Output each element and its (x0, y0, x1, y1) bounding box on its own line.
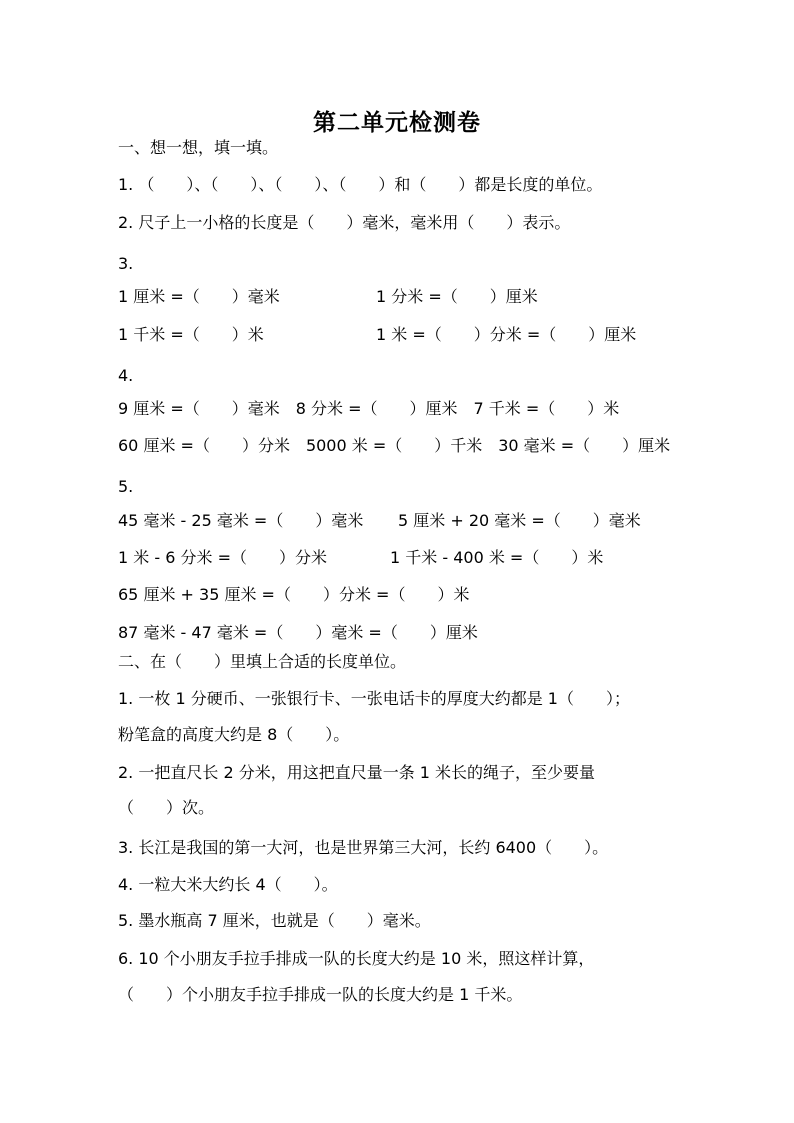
question-2-6-line2: （ ）个小朋友手拉手排成一队的长度大约是 1 千米。 (118, 985, 523, 1004)
page-title: 第二单元检测卷 (313, 110, 481, 136)
question-1-4-label: 4. (118, 366, 134, 385)
section-2-heading: 二、在（ ）里填上合适的长度单位。 (118, 652, 407, 671)
question-1-1: 1. （ ）、（ ）、（ ）、（ ）和（ ）都是长度的单位。 (118, 175, 603, 194)
question-2-1-line2: 粉笔盒的高度大约是 8（ ）。 (118, 725, 350, 744)
question-2-5: 5. 墨水瓶高 7 厘米，也就是（ ）毫米。 (118, 911, 431, 930)
question-1-3-row1-right: 1 分米 =（ ）厘米 (376, 287, 538, 306)
question-1-2: 2. 尺子上一小格的长度是（ ）毫米，毫米用（ ）表示。 (118, 213, 571, 232)
question-2-2-line2: （ ）次。 (118, 798, 215, 817)
question-2-2-line1: 2. 一把直尺长 2 分米，用这把直尺量一条 1 米长的绳子，至少要量 (118, 763, 596, 782)
question-1-3-row1-left: 1 厘米 =（ ）毫米 (118, 287, 280, 306)
question-2-6-line1: 6. 10 个小朋友手拉手排成一队的长度大约是 10 米，照这样计算， (118, 949, 595, 968)
question-2-4: 4. 一粒大米大约长 4（ ）。 (118, 875, 338, 894)
question-1-3-label: 3. (118, 254, 134, 273)
question-1-4-row2: 60 厘米 =（ ）分米 5000 米 =（ ）千米 30 毫米 =（ ）厘米 (118, 436, 671, 455)
question-1-5-row1-left: 45 毫米 - 25 毫米 =（ ）毫米 (118, 511, 364, 530)
question-2-1-line1: 1. 一枚 1 分硬币、一张银行卡、一张电话卡的厚度大约都是 1（ ）； (118, 689, 630, 708)
question-1-5-row2-left: 1 米 - 6 分米 =（ ）分米 (118, 548, 327, 567)
question-1-5-row3: 65 厘米 + 35 厘米 =（ ）分米 =（ ）米 (118, 585, 470, 604)
question-2-3: 3. 长江是我国的第一大河，也是世界第三大河，长约 6400（ ）。 (118, 838, 609, 857)
section-1-heading: 一、想一想，填一填。 (118, 138, 279, 157)
question-1-4-row1: 9 厘米 =（ ）毫米 8 分米 =（ ）厘米 7 千米 =（ ）米 (118, 399, 620, 418)
question-1-3-row2-right: 1 米 =（ ）分米 =（ ）厘米 (376, 325, 637, 344)
question-1-5-row2-right: 1 千米 - 400 米 =（ ）米 (390, 548, 604, 567)
question-1-3-row2-left: 1 千米 =（ ）米 (118, 325, 264, 344)
question-1-5-row4: 87 毫米 - 47 毫米 =（ ）毫米 =（ ）厘米 (118, 623, 478, 642)
question-1-5-label: 5. (118, 477, 134, 496)
question-1-5-row1-right: 5 厘米 + 20 毫米 =（ ）毫米 (398, 511, 641, 530)
